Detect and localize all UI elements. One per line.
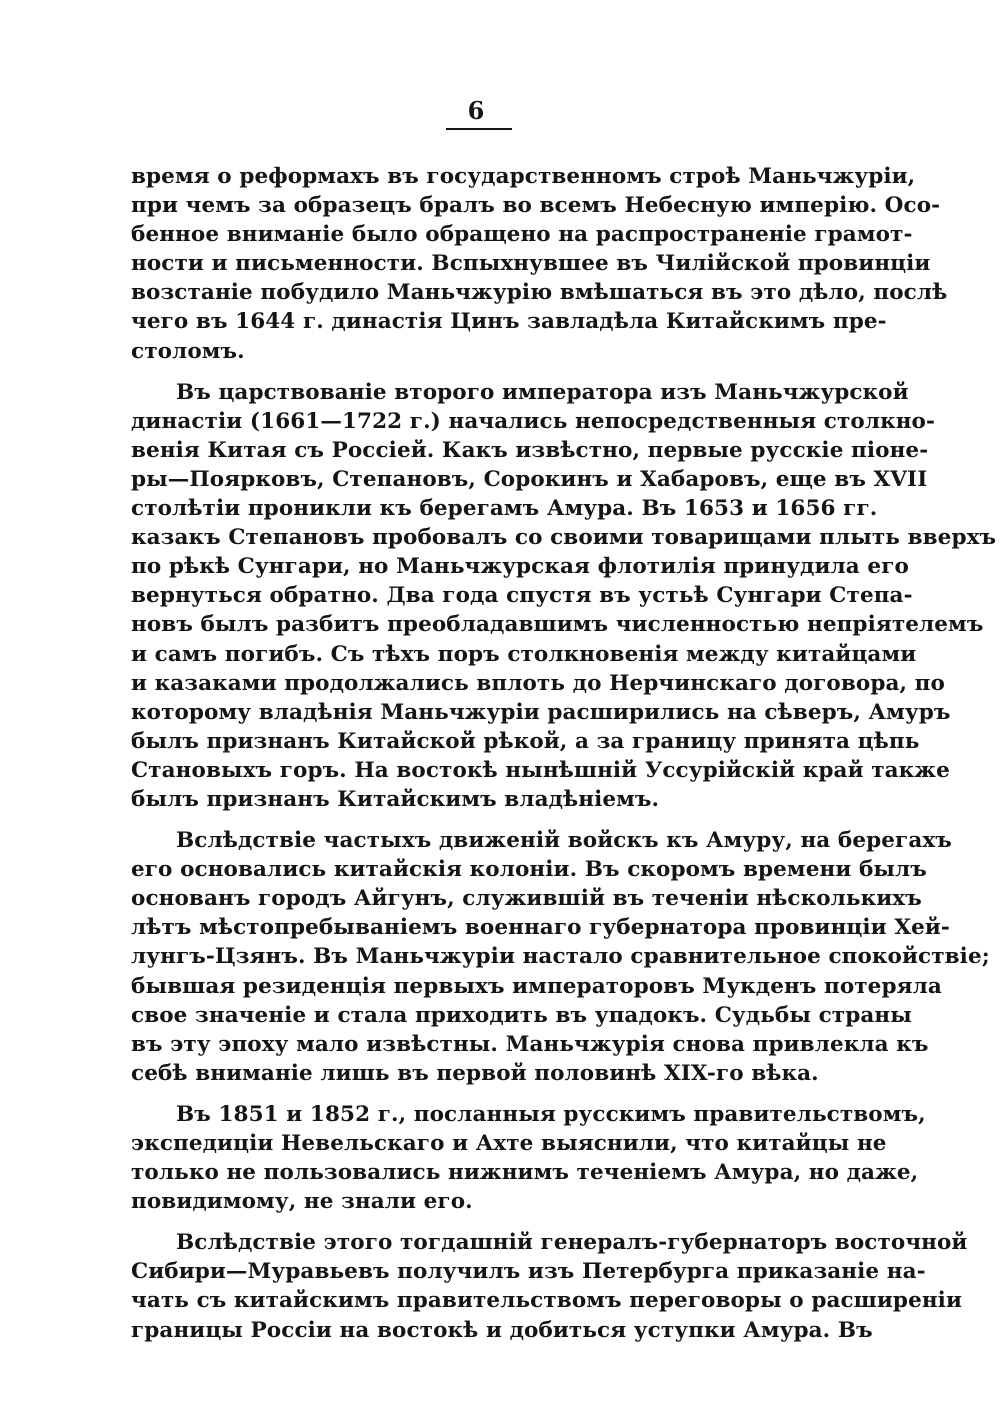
paragraph <box>131 378 997 814</box>
text-line: его основались китайскія колоніи. Въ скоромъ времени былъ <box>131 857 927 883</box>
paragraph <box>131 1100 926 1216</box>
text-line: лѣтъ мѣстопребываніемъ военнаго губернатора провинціи Хей- <box>131 915 950 941</box>
page-number-rule <box>446 128 512 130</box>
text-line: столѣтіи проникли къ берегамъ Амура. Въ 1653 и 1656 гг. <box>131 496 878 522</box>
text-line: былъ признанъ Китайскимъ владѣніемъ. <box>131 786 660 812</box>
text-line: время о реформахъ въ государственномъ строѣ Маньчжуріи, <box>131 164 916 189</box>
text-line: казакъ Степановъ пробовалъ со своими товарищами плыть вверхъ <box>131 525 997 551</box>
text-line: возстаніе побудило Маньчжурію вмѣшаться въ это дѣло, послѣ <box>131 280 948 306</box>
text-line: экспедиціи Невельскаго и Ахте выяснили, что китайцы не <box>131 1131 887 1156</box>
text-line: въ эту эпоху мало извѣстны. Маньчжурія снова привлекла къ <box>131 1031 929 1057</box>
text-line: себѣ вниманіе лишь въ первой половинѣ XIX-го вѣка. <box>131 1060 819 1086</box>
text-line: и самъ погибъ. Съ тѣхъ поръ столкновенія между китайцами <box>131 641 917 667</box>
paragraph <box>131 162 948 366</box>
text-line: свое значеніе и стала приходить въ упадокъ. Судьбы страны <box>131 1002 912 1028</box>
text-line: Въ 1851 и 1852 г., посланныя русскимъ правительствомъ, <box>176 1101 926 1127</box>
text-line: венія Китая съ Россіей. Какъ извѣстно, первые русскіе піоне- <box>131 437 929 463</box>
text-line: основанъ городъ Айгунъ, служившій въ теченіи нѣсколькихъ <box>131 886 922 912</box>
text-line: Въ царствованіе второго императора изъ Маньчжурской <box>176 379 909 405</box>
text-line: ности и письменности. Вспыхнувшее въ Чилійской провинціи <box>131 251 931 277</box>
text-line: Вслѣдствіе частыхъ движеній войскъ къ Амуру, на берегахъ <box>176 828 952 854</box>
text-line: которому владѣнія Маньчжуріи расширились на сѣверъ, Амуръ <box>131 699 951 725</box>
text-line: династіи (1661—1722 г.) начались непосредственныя столкно- <box>131 408 936 434</box>
body-text <box>131 162 997 1357</box>
text-line: Становыхъ горъ. На востокѣ нынѣшній Уссурійскій край также <box>131 757 950 783</box>
text-line: чего въ 1644 г. династія Цинъ завладѣла Китайскимъ пре- <box>131 309 887 335</box>
text-line: новъ былъ разбитъ преобладавшимъ численностью непріятелемъ <box>131 612 984 638</box>
text-line: столомъ. <box>131 338 245 364</box>
paragraph <box>131 1228 968 1344</box>
text-line: чать съ китайскимъ правительствомъ переговоры о расширеніи <box>131 1288 962 1314</box>
text-line: Вслѣдствіе этого тогдашній генералъ-губернаторъ восточной <box>176 1230 968 1256</box>
paragraph <box>131 826 990 1088</box>
text-line: ры—Поярковъ, Степановъ, Сорокинъ и Хабаровъ, еще въ XVII <box>131 466 928 492</box>
text-line: вернуться обратно. Два года спустя въ устьѣ Сунгари Степа- <box>131 583 913 609</box>
text-line: при чемъ за образецъ бралъ во всемъ Небесную имперію. Осо- <box>131 193 941 219</box>
text-line: бывшая резиденція первыхъ императоровъ Мукденъ потеряла <box>131 973 942 999</box>
text-line: Сибири—Муравьевъ получилъ изъ Петербурга приказаніе на- <box>131 1259 926 1285</box>
text-line: былъ признанъ Китайской рѣкой, а за границу принята цѣпь <box>131 728 920 754</box>
text-line: повидимому, не знали его. <box>131 1189 473 1215</box>
text-line: только не пользовались нижнимъ теченіемъ Амура, но даже, <box>131 1160 919 1186</box>
page-number: 6 <box>467 96 485 125</box>
text-line: лунгъ-Цзянъ. Въ Маньчжуріи настало сравнительное спокойствіе; <box>131 944 990 970</box>
text-line: бенное вниманіе было обращено на распространеніе грамот- <box>131 222 913 248</box>
text-line: границы Россіи на востокѣ и добиться уступки Амура. Въ <box>131 1317 873 1343</box>
text-line: по рѣкѣ Сунгари, но Маньчжурская флотилія принудила его <box>131 554 909 580</box>
text-line: и казаками продолжались вплоть до Нерчинскаго договора, по <box>131 670 945 696</box>
